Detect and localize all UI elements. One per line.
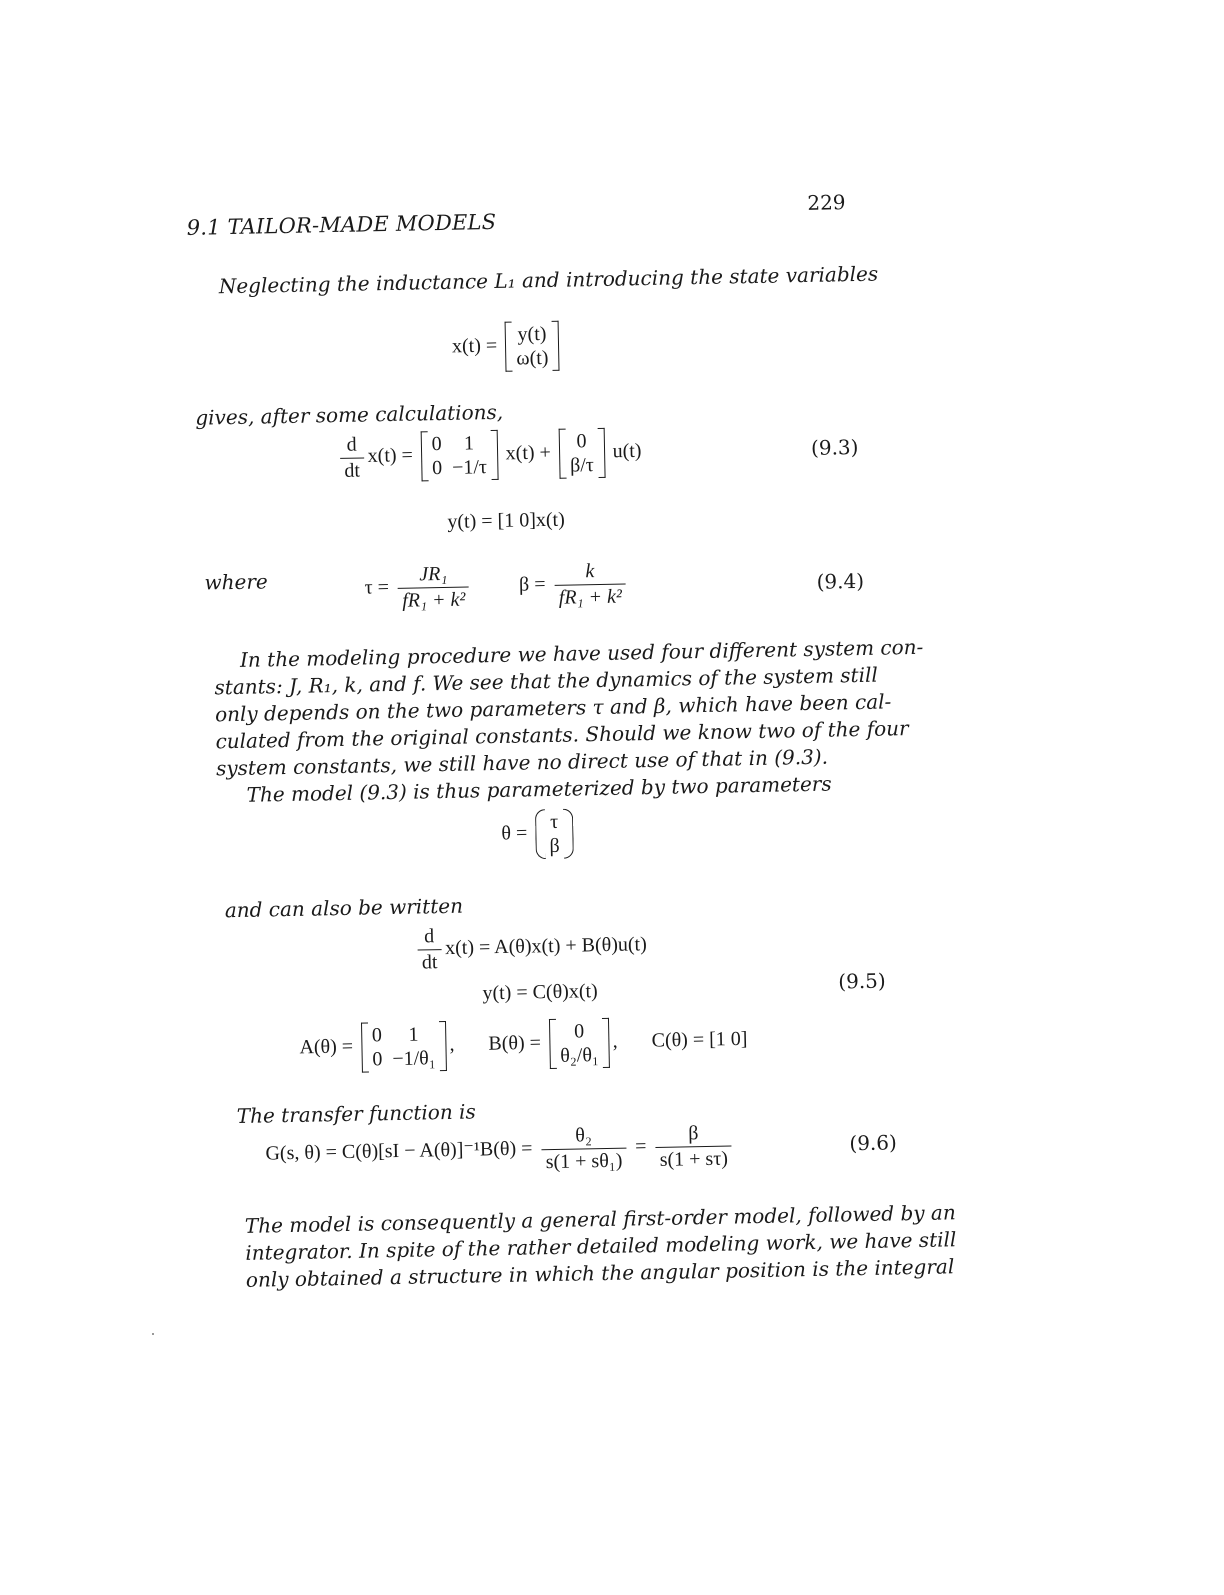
paragraph-constants-line-2: stants: J, R₁, k, and f. We see that the dynamics of the system still [214,662,878,700]
equation-9-3 [336,427,642,483]
paragraph-constants-line-4: culated from the original constants. Should we know two of the four [215,716,909,754]
equation-9-6: G(s, θ) = C(θ)[sI − A(θ)]⁻¹B(θ) = $\frac{\text{θ₂}}{\text{s(1 + sθ₁)}}$ = $\frac{\beta}{s(1 + s\tau)}$ [265,1121,736,1179]
equation-number-9-4: (9.4) [816,568,865,594]
section-header: 9.1 TAILOR-MADE MODELS [186,209,497,240]
equation-number-9-6: (9.6) [849,1130,898,1156]
G-lhs: G(s, θ) = C(θ)[sI − A(θ)]⁻¹B(θ) = [265,1137,533,1165]
paragraph-calculations: gives, after some calculations, [195,399,504,430]
beta-lhs: β = [518,573,546,596]
state-vector-equation [452,321,563,373]
paragraph-also-written: and can also be written [224,893,464,923]
theta-lhs: θ = [501,822,528,845]
matrix-A-tau: 0 1 0 −1/τ [420,430,498,481]
output-equation: y(t) = [1 0]x(t) [447,508,565,533]
where-label: where [204,569,268,595]
paragraph-parameterized: The model (9.3) is thus parameterized by two parameters [246,771,832,807]
paragraph-conclusion-line-1: The model is consequently a general first-order model, followed by an [244,1200,956,1238]
tau-fraction: $\frac{\text{JR₁}}{\text{fR₁ + k²}}$ [398,562,470,612]
transfer-fraction-theta: $\frac{\text{θ₂}}{\text{s(1 + sθ₁)}}$ [541,1124,627,1175]
B-lhs: B(θ) = [488,1031,542,1055]
derivative-operator-2: $\frac{d}{dt}$ [417,925,441,974]
equation-number-9-3: (9.3) [810,434,859,460]
page-number: 229 [807,190,846,215]
paragraph-constants-line-1: In the modeling procedure we have used four different system con- [239,634,924,672]
equation-9-4 [364,559,630,613]
state-vector [505,321,560,372]
state-lhs: x(t) = [451,334,498,358]
matrix-definitions: A(θ) = 0 1 0 −1/θ₁ , B(θ) = 0 θ₂/θ₁ , C(θ) = [1 0] [299,1015,748,1074]
paragraph-intro: Neglecting the inductance L₁ and introducing the state variables [218,261,879,299]
paragraph-conclusion-line-2: integrator. In spite of the rather detailed modeling work, we have still [245,1227,957,1265]
paragraph-transfer-function: The transfer function is [236,1099,476,1129]
A-lhs: A(θ) = [299,1035,354,1059]
equation-9-5-line-2: y(t) = C(θ)x(t) [482,980,598,1005]
scan-speck [152,1333,154,1335]
eq93-x: x(t) = [367,444,414,467]
equation-9-5-line-1: $\frac{d}{dt}$ x(t) = A(θ)x(t) + B(θ)u(t) [413,921,647,974]
matrix-A-theta: 0 1 0 −1/θ₁ [361,1021,447,1073]
paragraph-constants-line-3: only depends on the two parameters τ and β, which have been cal- [214,689,892,727]
matrix-B-tau: 0 β/τ [558,428,605,479]
C-definition: C(θ) = [1 0] [651,1027,748,1052]
paragraph-constants-line-5: system constants, we still have no direct use of that in (9.3). [215,744,829,781]
eq93-mid: x(t) + [505,441,552,465]
theta-vector: τ β [535,809,574,860]
state-y: y(t) [517,322,547,346]
theta-equation [501,808,577,859]
matrix-B-theta: 0 θ₂/θ₁ [549,1018,611,1069]
derivative-operator: $\frac{d}{dt}$ [340,433,364,482]
eq93-u: u(t) [612,439,642,463]
transfer-fraction-tau: $\frac{\beta}{s(1 + s\tau)}$ [655,1122,732,1172]
tau-lhs: τ = [364,576,390,599]
state-omega: ω(t) [516,346,549,370]
equation-number-9-5: (9.5) [838,968,886,994]
beta-fraction: $\frac{k}{\text{fR₁ + k²}}$ [554,559,626,609]
paragraph-conclusion-line-3: only obtained a structure in which the angular position is the integral [245,1254,955,1292]
